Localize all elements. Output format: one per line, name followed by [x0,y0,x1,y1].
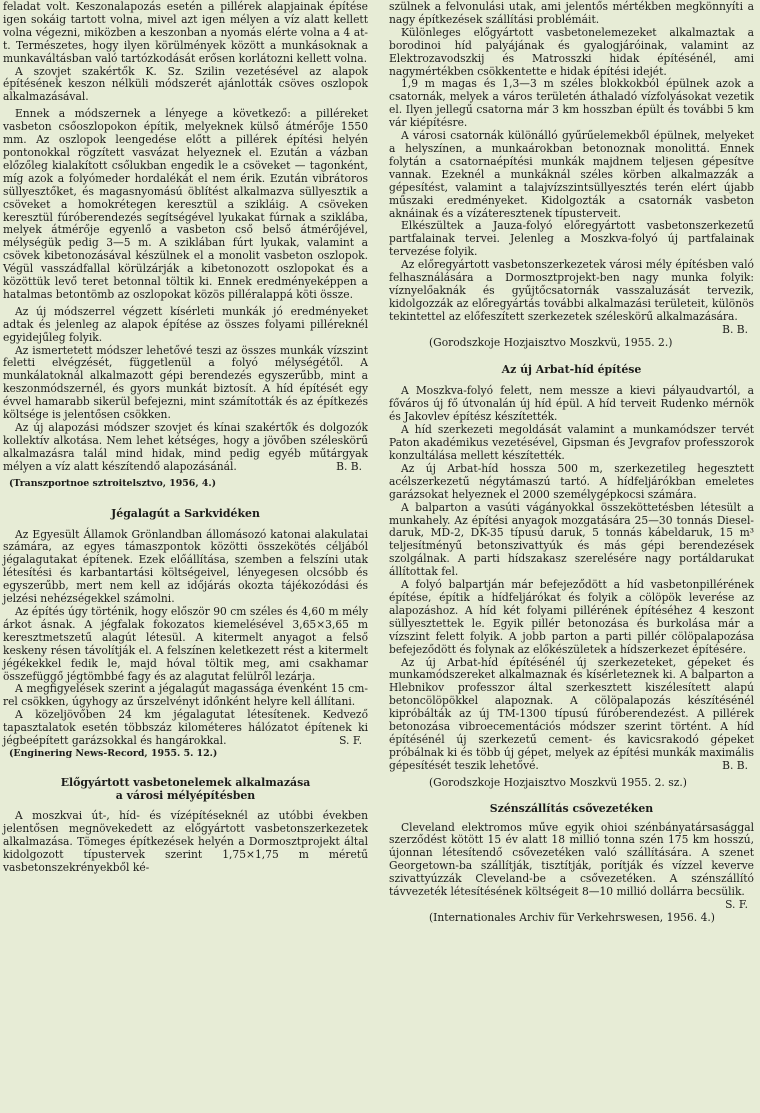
paragraph: A megfigyelések szerint a jégalagút magassága évenként 15 cm-rel csökken, úgyhogy az űrszelvényt időnként helyre kell állítani. [3,682,368,709]
signature: S. F. [339,734,362,748]
source-citation: (Gorodszkoje Hozjaisztvo Moszkvü, 1955. 2.) [429,335,673,349]
paragraph: Elkészültek a Jauza-folyó előregyártott vasbetonszerkezetű partfalainak tervei. Jelenleg a Moszkva-folyó új partfalainak tervezése folyik. [389,219,754,259]
paragraph: A közeljövőben 24 km jégalagutat létesítenek. Kedvező tapasztalatok esetén többszáz kilométeres hálózatot építenek ki jégbeépített garázsokkal és hangárokkal. [3,708,368,748]
article-title: Szénszállítás csővezetéken [489,801,654,815]
paragraph: Az ismertetett módszer lehetővé teszi az összes munkák vízszint feletti elvégzését, függetlenül a folyó mélységétől. A munkálatoknál alkalmazott gépi berendezés egyszerűbb, mint a keszonmódszernél, és gyors munkát biztosít. A híd építését egy évvel hamarabb sikerül befejezni, mint számították és az építkezés költsége is jelentősen csökken. [3,343,368,422]
signature: B. B. [336,459,362,473]
paragraph: Az új Arbat-híd építésénél új szerkezeteket, gépeket és munkamódszereket alkalmaznak és kísérleteznek ki. A balparton a Hlebnikov professzor által szerkesztett kiszélesített alapú betoncölöpökkel alapoznak. A cölöpalapozás készítésénél kipróbálták az új TM-1300 típusú fúróberendezést. A pillérek betonozása vibroecementációs módszer szerint történt. A híd építésénél új szerkezetű cement- és kavicsrakodó gépeket próbálnak ki és több új gépet, melyek az építési munkák maximális gépesítését teszik lehetővé. [389,655,754,772]
source-citation: (Gorodszkoje Hozjaisztvo Moszkvü 1955. 2. sz.) [429,775,687,789]
article-title: Az új Arbat-híd építése [501,363,642,377]
paragraph: Az Egyesült Államok Grönlandban állomásozó katonai alakulatai számára, az egyes támaszpontok közötti összekötés céljából jégalagutakat építenek. Ezek előállítása, szemben a felszíni utak létesítési és karbantartási költségeivel, lényegesen olcsóbb és egyszerűbb, mert nem kell az időjárás okozta tájékozódási és jelzési nehézségekkel számolni. [3,527,368,606]
paragraph: Különleges előgyártott vasbetonelemezeket alkalmaztak a borodinoi híd palyájának és gyalogjáróinak, valamint az Elektrozavodszkij és Matrosszki hidak építésénél, ami nagymértékben csökkentette e hidak építési idejét. [389,25,754,78]
paragraph: A Moszkva-folyó felett, nem messze a kievi pályaudvartól, a főváros új fő útvonalán új híd épül. A híd terveit Rudenko mérnök és Jakovlev építész készítették. [389,384,754,424]
paragraph: szülnek a felvonulási utak, ami jelentős mértékben megkönnyíti a nagy építkezések szállítási problémáit. [389,0,754,26]
signature: S. F. [725,898,748,912]
paragraph: A híd szerkezeti megoldását valamint a munkamódszer tervét Paton akadémikus vezetésével, Gipsman és Jevgrafov professzorok konzultálása mellett készítették. [389,423,754,462]
source-citation: (Internationales Archiv für Verkehrswesen, 1956. 4.) [429,910,715,924]
paragraph: 1,9 m magas és 1,3—3 m széles blokkokból épülnek azok a csatornák, melyek a város területén áthaladó vízfolyásokat vezetik el. Ilyen jellegű csatorna már 3 km hosszban épült és további 5 km vár kiépítésre. [389,77,754,130]
left-column [3,0,368,874]
paragraph: Az új módszerrel végzett kísérleti munkák jó eredményeket adtak és jelenleg az alapok építése az összes folyami pilléreknél egyidejűleg folyik. [3,304,368,344]
article-title: Előgyártott vasbetonelemek alkalmazása [60,775,311,789]
article-subtitle: a városi mélyépítésben [115,788,256,802]
article-title: Jégalagút a Sarkvidéken [111,506,260,520]
paragraph: A moszkvai út-, híd- és vízépítéseknél az utóbbi években jelentősen megnövekedett az előgyártott vasbetonszerkezetek alkalmazása. Tömeges építkezések helyén a Dormosztprojekt által kidolgozott típustervek szerint 1,75×1,75 m méretű vasbetonszekrényekből ké- [3,808,368,874]
paragraph: A folyó balpartján már befejeződött a híd vasbetonpillérének építése, építik a hídfeljárókat és folyik a cölöpök leverése az alapozáshoz. A híd két folyami pillérének építéséhez 4 keszont süllyesztettek le. Egyik pillér betonozása és burkolása már a vízszint felett folyik. A jobb parton a parti pillér cölöpalapozása befejeződött és folynak az előkészületek a hídszerkezet építésére. [389,578,754,656]
paragraph: Az új alapozási módszer szovjet és kínai szakértők és dolgozók kollektív alkotása. Nem lehet kétséges, hogy a jövőben széleskörű alkalmazásra talál mind hidak, mind pedig egyéb műtárgyak mélyen a víz alatt készítendő alapozásánál. [3,421,368,473]
paragraph: Az új Arbat-híd hossza 500 m, szerkezetileg hegesztett acélszerkezetű négytámaszú tartó. A hídfeljárókban emeletes garázsokat helyeznek el 2000 személygépkocsi számára. [389,461,754,501]
source-citation: (Enginering News-Record, 1955. 5. 12.) [9,747,218,759]
paragraph: Cleveland elektromos műve egyik ohioi szénbányatársasággal szerződést kötött 15 év alatt 18 millió tonna szén 175 km hosszú, újonnan létesítendő csővezetéken való szállítására. A szenet Georgetown-ba szállítják, tisztítják, porítják és vízzel keverve szivattyúzzák Cleveland-be a csővezetéken. A szénszállító távvezeték létesítésének költségeit 8—10 millió dollárra becsülik. [389,820,754,899]
paragraph: A városi csatornák különálló gyűrűelemekből épülnek, melyeket a helyszínen, a munkaárokban betonoznak monolittá. Ennek folytán a csatornaépítési munkák majdnem teljesen gépesítve vannak. Ezeknél a munkáknál széles körben alkalmazzák a gépesítést, valamint a talajvízszintsüllyesztés terén elért újabb műszaki eredményeket. Kidolgozták a csatornák vasbeton aknáinak és a vízáteresztenek típusterveit. [389,129,754,220]
paragraph: Ennek a módszernek a lényege a következő: a pilléreket vasbeton csőoszlopokon építik, melyeknek külső átmérője 1550 mm. Az oszlopok leengedése előtt a pillérek építési helyén pontonokkal rögzített vasvázat helyeznek el. Ezután a vázban előzőleg kialakított csőlukban engedik le a csöveket — tagonként, míg azok a folyómeder hordalékát el nem érik. Ezután vibrátoros süllyesztőket, és magasnyomású öblítést alkalmazva süllyesztik a csöveket a homokrétegen keresztül a szikláig. A csöveken keresztül fúróberendezés segítségével lyukakat fúrnak a sziklába, melyek átmérője egyenlő a vasbeton cső belső átmérőjével, mélységük pedig 3—5 m. A sziklában fúrt lyukak, valamint a csövek kibetonozásával készülnek el a monolit vasbeton oszlopok. Végül vasszádfallal körülzárják a kibetonozott oszlopokat és a közöttük levő teret betonnal töltik ki. Ennek eredményeképpen a hatalmas betontömb az oszlopokat közös pilléralappá köti össze. [3,107,368,301]
paragraph: Az építés úgy történik, hogy először 90 cm széles és 4,60 m mély árkot ásnak. A jégfalak fokozatos kiemelésével 3,65×3,65 m keresztmetszetű alagút létesül. A kitermelt anyagot a felső keskeny résen távolítják el. A felszínen keletkezett rést a kitermelt jégékekkel fedik le, majd hóval töltik meg, ami csakhamar összefüggő jégtömbbé fagy és az alagutat felülről lezárja. [3,604,368,683]
right-column [389,0,754,925]
signature: B. B. [722,758,748,772]
source-citation: (Transzportnoe sztroitelsztvo, 1956, 4.) [9,477,217,489]
paragraph: Az előregyártott vasbetonszerkezetek városi mély építésben való felhasználására a Dormosztprojekt-ben nagy munka folyik: víznyelőaknák és gyűjtőcsatornák vasszaluzását tervezik, kidolgozzák az előregyártás további alkalmazási területeit, különös tekintettel az előfeszített szerkezetek széleskörű alkalmazására. [389,258,754,323]
signature: B. B. [722,322,748,336]
paragraph: A balparton a vasúti vágányokkal összeköttetésben létesült a munkahely. Az építési anyagok mozgatására 25—30 tonnás Diesel-daruk, MD-2, DK-35 típusú daruk, 5 tonnás kábeldaruk, 15 m³ teljesítményű betonszivattyúk és más gépi berendezések szolgálnak. A parti hídszakasz szerelésére nagy portáldarukat állítottak fel. [389,500,754,579]
paragraph: feladat volt. Keszonalapozás esetén a pillérek alapjainak építése igen sokáig tartott volna, mivel azt igen mélyen a víz alatt kellett volna végezni, miközben a keszonban a nyomás elérte volna a 4 at-t. Természetes, hogy ilyen körülmények között a munkásoknak a munkaváltásban való tartózkodását erősen korlátozni kellett volna. [3,0,368,65]
paragraph: A szovjet szakértők K. Sz. Szilin vezetésével az alapok építésének keszon nélküli módszerét ajánlották csöves oszlopok alkalmazásával. [3,64,368,104]
